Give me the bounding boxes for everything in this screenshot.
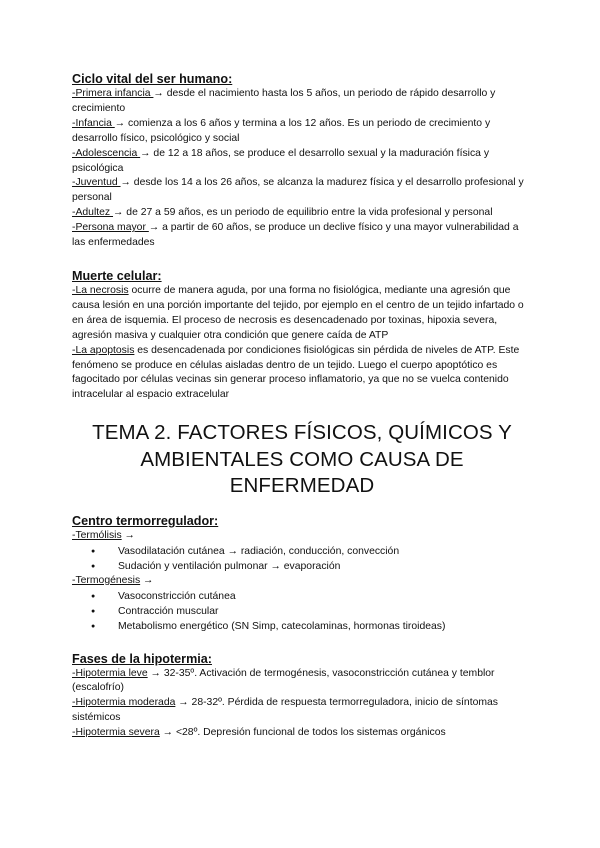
text-apoptosis: es desencadenada por condiciones fisiológicas sin pérdida de niveles de ATP. Este fenómeno se produce en células aisladas dentro de un tejido. Luego el cuerpo apoptótico es fagocitado por células vecinas sin generar proceso inflamatorio, ya que no se vuelca contenido intracelular al espacio extracelular xyxy=(72,344,520,401)
text-infancia: → comienza a los 6 años y termina a los 12 años. Es un periodo de crecimiento y desarrollo físico, psicológico y social xyxy=(72,117,491,144)
arrow-termogenesis: → xyxy=(140,574,154,586)
term-juventud: -Juventud xyxy=(72,177,121,189)
spacer xyxy=(72,500,532,514)
text-hipotermia-moderada: → 28-32º. Pérdida de respuesta termorreguladora, inicio de síntomas sistémicos xyxy=(72,697,498,724)
spacer xyxy=(72,634,532,652)
section-title-tema-2: TEMA 2. FACTORES FÍSICOS, QUÍMICOS Y AMBIENTALES COMO CAUSA DE ENFERMEDAD xyxy=(92,421,512,498)
term-hipotermia-severa: -Hipotermia severa xyxy=(72,727,160,739)
list-item: ● Sudación y ventilación pulmonar → evaporación xyxy=(118,559,532,574)
text-persona-mayor: → a partir de 60 años, se produce un declive físico y una mayor vulnerabilidad a las enfermedades xyxy=(72,222,519,249)
term-primera-infancia: -Primera infancia xyxy=(72,88,154,99)
text-juventud: → desde los 14 a los 26 años, se alcanza la madurez física y el desarrollo profesional y personal xyxy=(72,177,524,204)
text-hipotermia-severa: → <28º. Depresión funcional de todos los sistemas orgánicos xyxy=(159,727,446,739)
text-adolescencia: → de 12 a 18 años, se produce el desarrollo sexual y la maduración física y psicológica xyxy=(72,147,490,174)
paragraph-primera-infancia xyxy=(72,87,532,117)
document-body xyxy=(72,72,532,741)
term-termolisis: -Termólisis xyxy=(72,529,122,541)
spacer xyxy=(72,251,532,269)
termolisis-bullet-list xyxy=(72,544,532,574)
paragraph-infancia xyxy=(72,117,532,147)
paragraph-termolisis xyxy=(72,529,532,544)
paragraph-necrosis xyxy=(72,284,532,344)
term-hipotermia-moderada: -Hipotermia moderada xyxy=(72,697,176,709)
paragraph-hipotermia-leve xyxy=(72,667,532,697)
list-item: ● Contracción muscular xyxy=(118,604,532,619)
term-adultez: -Adultez xyxy=(72,207,114,219)
arrow-termolisis: → xyxy=(121,529,135,541)
heading-muerte-celular: Muerte celular: xyxy=(72,268,162,283)
muerte-celular-list xyxy=(72,284,532,403)
heading-centro-termorregulador: Centro termorregulador: xyxy=(72,513,219,528)
term-hipotermia-leve: -Hipotermia leve xyxy=(72,667,148,679)
paragraph-apoptosis xyxy=(72,344,532,404)
paragraph-hipotermia-severa xyxy=(72,726,532,741)
heading-fases-hipotermia: Fases de la hipotermia: xyxy=(72,651,212,666)
termogenesis-bullet-list xyxy=(72,589,532,634)
list-item: ● Metabolismo energético (SN Simp, catecolaminas, hormonas tiroideas) xyxy=(118,619,532,634)
spacer xyxy=(72,403,532,420)
text-primera-infancia: → desde el nacimiento hasta los 5 años, un periodo de rápido desarrollo y crecimiento xyxy=(72,88,496,114)
paragraph-hipotermia-moderada xyxy=(72,696,532,726)
paragraph-adultez xyxy=(72,206,532,221)
text-adultez: → de 27 a 59 años, es un periodo de equilibrio entre la vida profesional y personal xyxy=(113,207,493,219)
text-necrosis: ocurre de manera aguda, por una forma no fisiológica, mediante una agresión que causa lesión en una porción importante del tejido, por ejemplo en el centro de un tejido infartado o en área de isquemia. El proceso de necrosis es desencadenado por toxinas, hipoxia severa, agresión masiva y cualquier otra condición que genere caída de ATP xyxy=(72,284,524,341)
term-termogenesis: -Termogénesis xyxy=(72,574,141,586)
list-item: ● Vasodilatación cutánea → radiación, conducción, convección xyxy=(118,544,532,559)
term-necrosis: -La necrosis xyxy=(72,284,129,296)
hipotermia-list xyxy=(72,667,532,742)
term-infancia: -Infancia xyxy=(72,117,115,129)
heading-ciclo-vital: Ciclo vital del ser humano: xyxy=(72,72,233,86)
list-item: ● Vasoconstricción cutánea xyxy=(118,589,532,604)
term-adolescencia: -Adolescencia xyxy=(72,147,141,159)
text-hipotermia-leve: → 32-35º. Activación de termogénesis, vasoconstricción cutánea y temblor (escalofrío) xyxy=(72,667,495,694)
paragraph-juventud xyxy=(72,176,532,206)
term-apoptosis: -La apoptosis xyxy=(72,344,135,356)
paragraph-adolescencia xyxy=(72,147,532,177)
term-persona-mayor: -Persona mayor xyxy=(72,222,149,234)
ciclo-vital-list xyxy=(72,87,532,251)
paragraph-persona-mayor xyxy=(72,221,532,251)
paragraph-termogenesis xyxy=(72,574,532,589)
